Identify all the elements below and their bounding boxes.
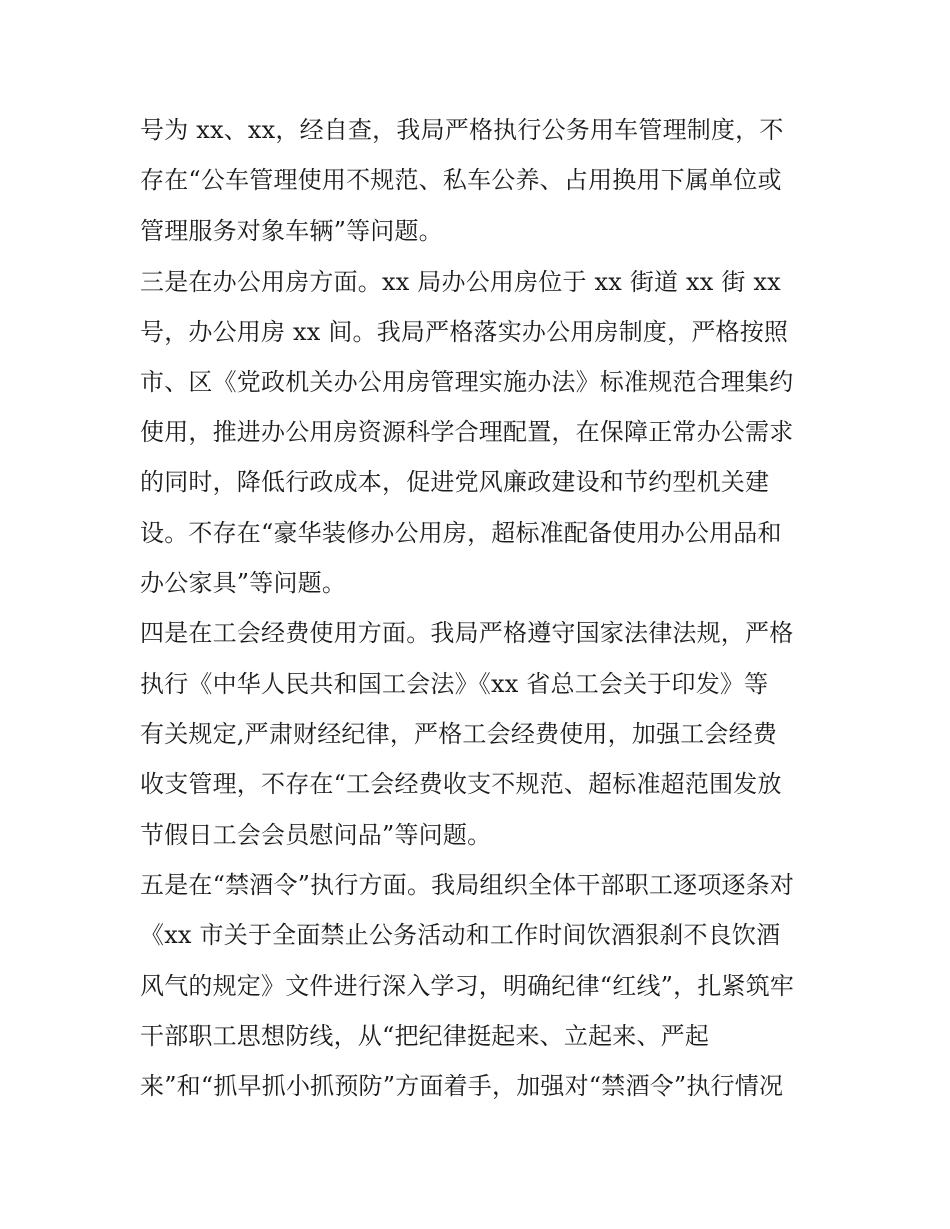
text-line: 《xx 市关于全面禁止公务活动和工作时间饮酒狠刹不良饮酒	[140, 921, 781, 949]
text-line: 的同时，降低行政成本，促进党风廉政建设和节约型机关建	[140, 468, 770, 496]
text-line: 有关规定,严肃财经纪律，严格工会经费使用，加强工会经费	[140, 720, 778, 748]
text-line: 市、区《党政机关办公用房管理实施办法》标准规范合理集约	[140, 368, 794, 396]
text-line: 干部职工思想防线，从“把纪律挺起来、立起来、严起	[140, 1022, 710, 1050]
text-line: 四是在工会经费使用方面。我局严格遵守国家法律法规，严格	[140, 619, 794, 647]
text-line: 风气的规定》文件进行深入学习，明确纪律“红线”，扎紧筑牢	[140, 972, 795, 1000]
text-line: 存在“公车管理使用不规范、私车公养、占用换用下属单位或	[140, 166, 782, 194]
text-line: 五是在“禁酒令”执行方面。我局组织全体干部职工逐项逐条对	[140, 871, 795, 899]
text-line: 执行《中华人民共和国工会法》《xx 省总工会关于印发》等	[140, 670, 769, 698]
text-line: 号，办公用房 xx 间。我局严格落实办公用房制度，严格按照	[140, 318, 789, 346]
text-line: 来”和“抓早抓小抓预防”方面着手，加强对“禁酒令”执行情况	[140, 1072, 784, 1100]
text-line: 三是在办公用房方面。xx 局办公用房位于 xx 街道 xx 街 xx	[140, 268, 781, 296]
text-line: 设。不存在“豪华装修办公用房，超标准配备使用办公用品和	[140, 519, 782, 547]
text-line: 办公家具”等问题。	[140, 569, 347, 597]
text-line: 收支管理，不存在“工会经费收支不规范、超标准超范围发放	[140, 770, 782, 798]
text-line: 使用，推进办公用房资源科学合理配置，在保障正常办公需求	[140, 418, 794, 446]
text-line: 节假日工会会员慰问品”等问题。	[140, 821, 492, 849]
text-line: 管理服务对象车辆”等问题。	[140, 217, 443, 245]
text-line: 号为 xx、xx，经自查，我局严格执行公务用车管理制度，不	[140, 116, 784, 144]
